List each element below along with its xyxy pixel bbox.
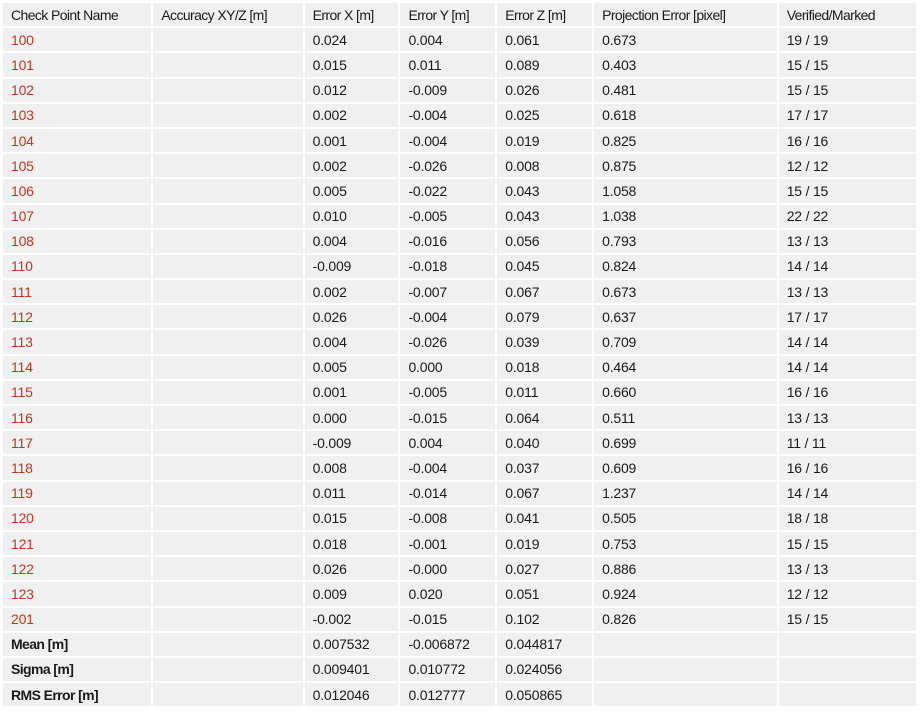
error-x-cell: -0.009 <box>305 431 399 454</box>
error-x-cell: 0.024 <box>305 28 399 51</box>
check-point-name-cell: 111 <box>3 280 151 303</box>
summary-error-x-cell: 0.012046 <box>305 683 399 706</box>
error-x-cell: 0.015 <box>305 507 399 530</box>
error-z-cell: 0.079 <box>497 305 592 328</box>
table-row <box>3 255 916 278</box>
check-point-name-cell: 112 <box>3 305 151 328</box>
error-z-cell: 0.027 <box>497 557 592 580</box>
check-point-name-cell: 119 <box>3 482 151 505</box>
accuracy-cell <box>153 205 302 228</box>
verified-marked-cell: 15 / 15 <box>779 79 916 102</box>
check-points-body <box>3 28 916 706</box>
check-point-name-cell: 114 <box>3 356 151 379</box>
check-point-name-cell: 113 <box>3 330 151 353</box>
projection-error-cell: 0.886 <box>594 557 777 580</box>
summary-accuracy-cell <box>153 683 302 706</box>
verified-marked-cell: 15 / 15 <box>779 608 916 631</box>
summary-verified-marked-cell <box>779 658 916 681</box>
table-row <box>3 582 916 605</box>
accuracy-cell <box>153 154 302 177</box>
table-row <box>3 53 916 76</box>
accuracy-cell <box>153 456 302 479</box>
summary-error-y-cell: -0.006872 <box>400 633 495 656</box>
verified-marked-cell: 16 / 16 <box>779 129 916 152</box>
verified-marked-cell: 22 / 22 <box>779 205 916 228</box>
check-point-name-cell: 110 <box>3 255 151 278</box>
error-x-cell: 0.002 <box>305 154 399 177</box>
error-x-cell: 0.008 <box>305 456 399 479</box>
column-header-error-z: Error Z [m] <box>497 3 592 26</box>
check-point-name-cell: 115 <box>3 381 151 404</box>
check-point-name-cell: 120 <box>3 507 151 530</box>
error-y-cell: -0.015 <box>400 608 495 631</box>
error-z-cell: 0.011 <box>497 381 592 404</box>
verified-marked-cell: 13 / 13 <box>779 280 916 303</box>
error-y-cell: -0.018 <box>400 255 495 278</box>
error-z-cell: 0.026 <box>497 79 592 102</box>
projection-error-cell: 1.237 <box>594 482 777 505</box>
projection-error-cell: 0.673 <box>594 280 777 303</box>
column-header-verified-marked: Verified/Marked <box>779 3 916 26</box>
summary-row <box>3 683 916 706</box>
check-point-name-cell: 102 <box>3 79 151 102</box>
table-header-row <box>3 3 916 26</box>
projection-error-cell: 0.505 <box>594 507 777 530</box>
accuracy-cell <box>153 330 302 353</box>
error-y-cell: 0.004 <box>400 431 495 454</box>
check-point-name-cell: 201 <box>3 608 151 631</box>
error-x-cell: 0.002 <box>305 104 399 127</box>
table-row <box>3 28 916 51</box>
error-y-cell: -0.009 <box>400 79 495 102</box>
error-y-cell: 0.000 <box>400 356 495 379</box>
verified-marked-cell: 17 / 17 <box>779 305 916 328</box>
error-z-cell: 0.056 <box>497 230 592 253</box>
error-z-cell: 0.067 <box>497 482 592 505</box>
error-y-cell: -0.026 <box>400 154 495 177</box>
error-y-cell: -0.016 <box>400 230 495 253</box>
accuracy-cell <box>153 179 302 202</box>
error-y-cell: -0.015 <box>400 406 495 429</box>
column-header-projection-error: Projection Error [pixel] <box>594 3 777 26</box>
projection-error-cell: 0.464 <box>594 356 777 379</box>
error-x-cell: 0.018 <box>305 532 399 555</box>
accuracy-cell <box>153 482 302 505</box>
error-y-cell: -0.008 <box>400 507 495 530</box>
error-x-cell: 0.026 <box>305 557 399 580</box>
verified-marked-cell: 12 / 12 <box>779 154 916 177</box>
projection-error-cell: 0.793 <box>594 230 777 253</box>
projection-error-cell: 0.753 <box>594 532 777 555</box>
projection-error-cell: 0.609 <box>594 456 777 479</box>
check-point-name-cell: 105 <box>3 154 151 177</box>
error-y-cell: 0.004 <box>400 28 495 51</box>
projection-error-cell: 0.618 <box>594 104 777 127</box>
summary-projection-error-cell <box>594 633 777 656</box>
accuracy-cell <box>153 557 302 580</box>
error-x-cell: 0.000 <box>305 406 399 429</box>
verified-marked-cell: 14 / 14 <box>779 330 916 353</box>
table-row <box>3 482 916 505</box>
summary-error-z-cell: 0.050865 <box>497 683 592 706</box>
accuracy-cell <box>153 356 302 379</box>
check-point-name-cell: 123 <box>3 582 151 605</box>
error-x-cell: 0.012 <box>305 79 399 102</box>
table-row <box>3 330 916 353</box>
summary-label-cell: Mean [m] <box>3 633 151 656</box>
projection-error-cell: 0.511 <box>594 406 777 429</box>
summary-accuracy-cell <box>153 633 302 656</box>
error-z-cell: 0.008 <box>497 154 592 177</box>
verified-marked-cell: 19 / 19 <box>779 28 916 51</box>
verified-marked-cell: 12 / 12 <box>779 582 916 605</box>
summary-projection-error-cell <box>594 658 777 681</box>
summary-projection-error-cell <box>594 683 777 706</box>
error-x-cell: 0.009 <box>305 582 399 605</box>
projection-error-cell: 1.038 <box>594 205 777 228</box>
check-point-name-cell: 118 <box>3 456 151 479</box>
check-point-name-cell: 117 <box>3 431 151 454</box>
error-z-cell: 0.045 <box>497 255 592 278</box>
summary-accuracy-cell <box>153 658 302 681</box>
accuracy-cell <box>153 129 302 152</box>
verified-marked-cell: 15 / 15 <box>779 53 916 76</box>
table-row <box>3 79 916 102</box>
column-header-error-x: Error X [m] <box>305 3 399 26</box>
error-z-cell: 0.019 <box>497 532 592 555</box>
error-z-cell: 0.051 <box>497 582 592 605</box>
table-row <box>3 230 916 253</box>
error-y-cell: -0.026 <box>400 330 495 353</box>
error-y-cell: -0.004 <box>400 129 495 152</box>
error-z-cell: 0.019 <box>497 129 592 152</box>
table-row <box>3 507 916 530</box>
check-point-name-cell: 122 <box>3 557 151 580</box>
error-y-cell: -0.014 <box>400 482 495 505</box>
error-y-cell: -0.005 <box>400 205 495 228</box>
error-y-cell: -0.005 <box>400 381 495 404</box>
error-x-cell: 0.010 <box>305 205 399 228</box>
accuracy-cell <box>153 406 302 429</box>
verified-marked-cell: 14 / 14 <box>779 356 916 379</box>
column-header-accuracy: Accuracy XY/Z [m] <box>153 3 302 26</box>
summary-error-x-cell: 0.009401 <box>305 658 399 681</box>
summary-error-y-cell: 0.010772 <box>400 658 495 681</box>
verified-marked-cell: 16 / 16 <box>779 381 916 404</box>
check-point-name-cell: 100 <box>3 28 151 51</box>
check-point-name-cell: 101 <box>3 53 151 76</box>
table-row <box>3 456 916 479</box>
error-y-cell: 0.020 <box>400 582 495 605</box>
check-point-name-cell: 104 <box>3 129 151 152</box>
table-row <box>3 381 916 404</box>
error-x-cell: 0.011 <box>305 482 399 505</box>
verified-marked-cell: 18 / 18 <box>779 507 916 530</box>
accuracy-cell <box>153 79 302 102</box>
accuracy-cell <box>153 507 302 530</box>
projection-error-cell: 0.699 <box>594 431 777 454</box>
projection-error-cell: 1.058 <box>594 179 777 202</box>
summary-error-y-cell: 0.012777 <box>400 683 495 706</box>
table-row <box>3 431 916 454</box>
verified-marked-cell: 16 / 16 <box>779 456 916 479</box>
error-z-cell: 0.040 <box>497 431 592 454</box>
error-x-cell: 0.001 <box>305 381 399 404</box>
error-x-cell: 0.004 <box>305 230 399 253</box>
error-z-cell: 0.018 <box>497 356 592 379</box>
error-y-cell: 0.011 <box>400 53 495 76</box>
error-z-cell: 0.039 <box>497 330 592 353</box>
error-y-cell: -0.004 <box>400 305 495 328</box>
accuracy-cell <box>153 104 302 127</box>
projection-error-cell: 0.637 <box>594 305 777 328</box>
accuracy-cell <box>153 608 302 631</box>
accuracy-cell <box>153 305 302 328</box>
error-x-cell: 0.026 <box>305 305 399 328</box>
accuracy-cell <box>153 431 302 454</box>
verified-marked-cell: 14 / 14 <box>779 482 916 505</box>
error-x-cell: 0.002 <box>305 280 399 303</box>
error-z-cell: 0.037 <box>497 456 592 479</box>
accuracy-cell <box>153 381 302 404</box>
error-x-cell: -0.009 <box>305 255 399 278</box>
error-x-cell: 0.004 <box>305 330 399 353</box>
projection-error-cell: 0.824 <box>594 255 777 278</box>
verified-marked-cell: 15 / 15 <box>779 532 916 555</box>
accuracy-cell <box>153 532 302 555</box>
table-row <box>3 280 916 303</box>
summary-row <box>3 658 916 681</box>
verified-marked-cell: 13 / 13 <box>779 406 916 429</box>
accuracy-cell <box>153 280 302 303</box>
projection-error-cell: 0.825 <box>594 129 777 152</box>
projection-error-cell: 0.826 <box>594 608 777 631</box>
error-z-cell: 0.041 <box>497 507 592 530</box>
projection-error-cell: 0.924 <box>594 582 777 605</box>
accuracy-cell <box>153 582 302 605</box>
table-row <box>3 532 916 555</box>
column-header-check-point-name: Check Point Name <box>3 3 151 26</box>
projection-error-cell: 0.709 <box>594 330 777 353</box>
accuracy-cell <box>153 230 302 253</box>
error-y-cell: -0.001 <box>400 532 495 555</box>
summary-error-x-cell: 0.007532 <box>305 633 399 656</box>
check-point-name-cell: 107 <box>3 205 151 228</box>
error-z-cell: 0.067 <box>497 280 592 303</box>
table-row <box>3 179 916 202</box>
error-y-cell: -0.000 <box>400 557 495 580</box>
error-z-cell: 0.064 <box>497 406 592 429</box>
projection-error-cell: 0.403 <box>594 53 777 76</box>
error-z-cell: 0.043 <box>497 205 592 228</box>
error-z-cell: 0.025 <box>497 104 592 127</box>
error-y-cell: -0.004 <box>400 456 495 479</box>
check-points-table <box>1 1 918 708</box>
verified-marked-cell: 13 / 13 <box>779 557 916 580</box>
accuracy-cell <box>153 53 302 76</box>
table-row <box>3 608 916 631</box>
table-row <box>3 557 916 580</box>
accuracy-cell <box>153 255 302 278</box>
summary-error-z-cell: 0.044817 <box>497 633 592 656</box>
verified-marked-cell: 13 / 13 <box>779 230 916 253</box>
projection-error-cell: 0.660 <box>594 381 777 404</box>
projection-error-cell: 0.875 <box>594 154 777 177</box>
error-z-cell: 0.102 <box>497 608 592 631</box>
table-row <box>3 104 916 127</box>
verified-marked-cell: 15 / 15 <box>779 179 916 202</box>
table-row <box>3 305 916 328</box>
error-z-cell: 0.089 <box>497 53 592 76</box>
table-row <box>3 406 916 429</box>
summary-row <box>3 633 916 656</box>
projection-error-cell: 0.673 <box>594 28 777 51</box>
verified-marked-cell: 11 / 11 <box>779 431 916 454</box>
table-row <box>3 205 916 228</box>
error-y-cell: -0.004 <box>400 104 495 127</box>
summary-label-cell: Sigma [m] <box>3 658 151 681</box>
error-x-cell: -0.002 <box>305 608 399 631</box>
check-point-name-cell: 103 <box>3 104 151 127</box>
projection-error-cell: 0.481 <box>594 79 777 102</box>
check-point-name-cell: 106 <box>3 179 151 202</box>
error-x-cell: 0.005 <box>305 356 399 379</box>
error-x-cell: 0.015 <box>305 53 399 76</box>
error-y-cell: -0.022 <box>400 179 495 202</box>
accuracy-cell <box>153 28 302 51</box>
verified-marked-cell: 14 / 14 <box>779 255 916 278</box>
error-x-cell: 0.005 <box>305 179 399 202</box>
summary-verified-marked-cell <box>779 633 916 656</box>
table-row <box>3 154 916 177</box>
error-x-cell: 0.001 <box>305 129 399 152</box>
check-point-name-cell: 121 <box>3 532 151 555</box>
table-row <box>3 356 916 379</box>
verified-marked-cell: 17 / 17 <box>779 104 916 127</box>
column-header-error-y: Error Y [m] <box>400 3 495 26</box>
error-z-cell: 0.043 <box>497 179 592 202</box>
check-point-name-cell: 116 <box>3 406 151 429</box>
summary-error-z-cell: 0.024056 <box>497 658 592 681</box>
summary-label-cell: RMS Error [m] <box>3 683 151 706</box>
error-y-cell: -0.007 <box>400 280 495 303</box>
check-point-name-cell: 108 <box>3 230 151 253</box>
error-z-cell: 0.061 <box>497 28 592 51</box>
table-row <box>3 129 916 152</box>
summary-verified-marked-cell <box>779 683 916 706</box>
